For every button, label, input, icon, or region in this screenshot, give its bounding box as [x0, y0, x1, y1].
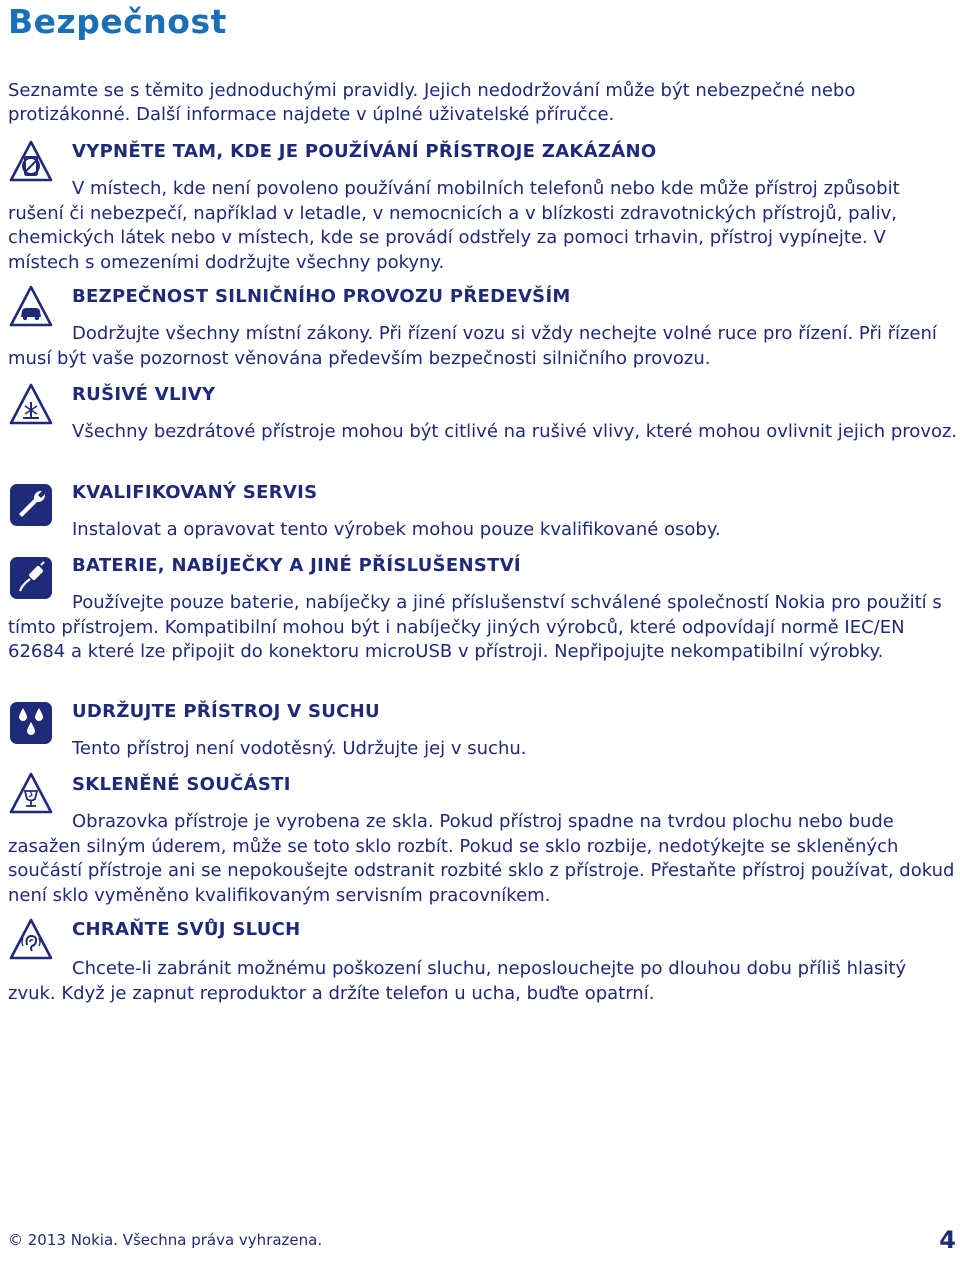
- section-text: Dodržujte všechny místní zákony. Při řízení vozu si vždy nechejte volné ruce pro řízení. Při řízení musí být vaše pozornost věnována především bezpečnosti silničního provozu.: [8, 323, 937, 369]
- section-text: Obrazovka přístroje je vyrobena ze skla. Pokud přístroj spadne na tvrdou plochu nebo bude zasažen silným úderem, může se toto sklo rozbít. Pokud se sklo rozbije, nedotýkejte se skleněných součástí přístroje ani se nepokoušejte odstranit rozbité sklo z přístroje. Přestaňte přístroj používat, dokud není sklo vyměněno kvalifikovaným servisním pracovníkem.: [8, 811, 955, 906]
- section-text: Všechny bezdrátové přístroje mohou být citlivé na rušivé vlivy, které mohou ovlivnit jejich provoz.: [72, 421, 958, 442]
- section-text: Tento přístroj není vodotěsný. Udržujte jej v suchu.: [72, 738, 527, 759]
- intro-text: Seznamte se s těmito jednoduchými pravidly. Jejich nedodržování může být nebezpečné nebo protizákonné. Další informace najdete v úplné uživatelské příručce.: [8, 80, 856, 125]
- section-heading: VYPNĚTE TAM, KDE JE POUŽÍVÁNÍ PŘÍSTROJE ZAKÁZÁNO: [72, 141, 657, 162]
- section-text: Používejte pouze baterie, nabíječky a jiné příslušenství schválené společností Nokia pro použití s tímto přístrojem. Kompatibilní mohou být i nabíječky jiných výrobců, které odpovídají normě IEC/EN 62684 a které lze připojit do konektoru microUSB v přístroji. Nepřipojujte nekompatibilní výrobky.: [8, 592, 942, 663]
- section-text: Chcete-li zabránit možnému poškození sluchu, neposlouchejte po dlouhou dobu příliš hlasitý zvuk. Když je zapnut reproduktor a držíte telefon u ucha, buďte opatrní.: [8, 958, 907, 1004]
- section-heading: RUŠIVÉ VLIVY: [72, 384, 216, 405]
- section-heading: KVALIFIKOVANÝ SERVIS: [72, 482, 318, 503]
- section-text: Instalovat a opravovat tento výrobek mohou pouze kvalifikované osoby.: [72, 519, 721, 540]
- section-heading: SKLENĚNÉ SOUČÁSTI: [72, 774, 291, 795]
- section-heading: CHRAŇTE SVŮJ SLUCH: [72, 919, 301, 940]
- section-heading: BEZPEČNOST SILNIČNÍHO PROVOZU PŘEDEVŠÍM: [72, 286, 571, 307]
- section-heading: BATERIE, NABÍJEČKY A JINÉ PŘÍSLUŠENSTVÍ: [72, 555, 521, 576]
- section-text: V místech, kde není povoleno používání mobilních telefonů nebo kde může přístroj způsobit rušení či nebezpečí, například v letadle, v nemocnicích a v blízkosti zdravotnických přístrojů, paliv, chemických látek nebo v místech, kde se provádí odstřely za pomoci trhavin, přístroj vypínejte. V místech s omezeními dodržujte všechny pokyny.: [8, 178, 900, 273]
- page-number: 4: [939, 1226, 956, 1254]
- copyright-notice: © 2013 Nokia. Všechna práva vyhrazena.: [8, 1231, 323, 1249]
- section-heading: UDRŽUJTE PŘÍSTROJ V SUCHU: [72, 701, 380, 722]
- page-title: Bezpečnost: [8, 2, 227, 41]
